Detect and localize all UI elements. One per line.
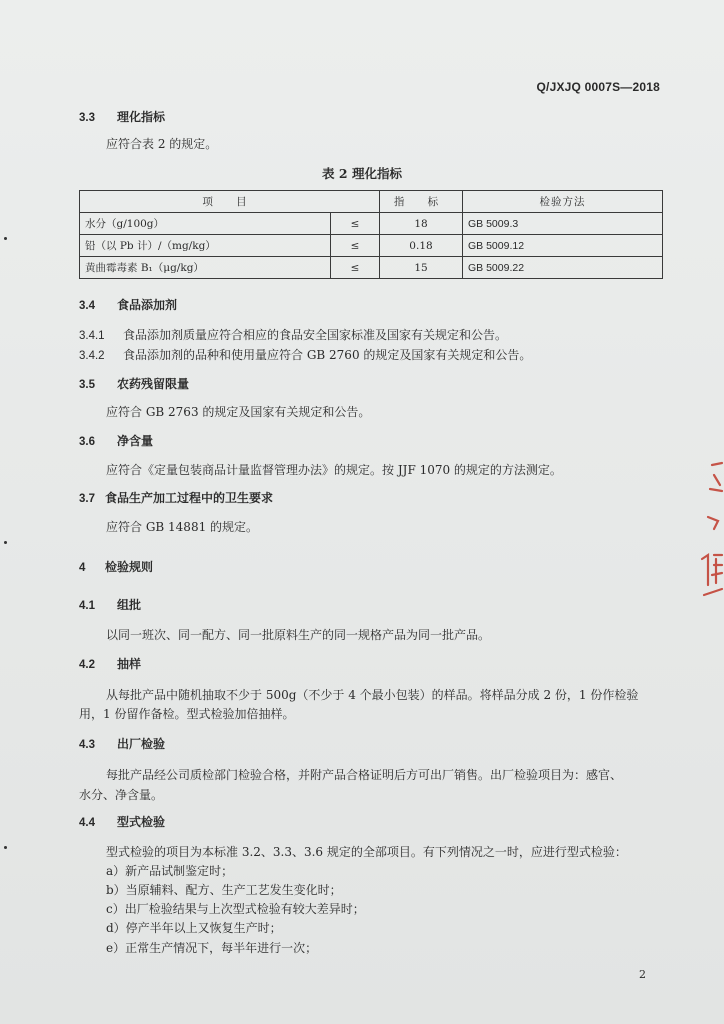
section-title: 抽样 — [117, 657, 142, 671]
section-3-5-body: 应符合 GB 2763 的规定及国家有关规定和公告。 — [106, 405, 371, 419]
section-number: 3.4.2 — [79, 350, 105, 362]
section-3-3-body: 应符合表 2 的规定。 — [106, 137, 218, 151]
section-3-6-body: 应符合《定量包装商品计量监督管理办法》的规定。按 JJF 1070 的规定的方法测定。 — [106, 463, 562, 477]
table-cell-value: 18 — [380, 213, 463, 235]
section-4-1-heading — [79, 596, 141, 613]
section-number: 4.2 — [79, 659, 95, 671]
table-header-row — [80, 191, 663, 213]
list-item: d）停产半年以上又恢复生产时； — [106, 921, 282, 935]
section-number: 4.3 — [79, 739, 95, 751]
section-3-4-1 — [79, 326, 507, 343]
section-title: 食品添加剂 — [117, 298, 178, 312]
table-cell-item: 铅（以 Pb 计）/（mg/kg） — [80, 235, 331, 257]
list-item: c）出厂检验结果与上次型式检验有较大差异时； — [106, 902, 365, 916]
section-4-4-heading — [79, 813, 165, 830]
list-item: a）新产品试制鉴定时； — [106, 864, 234, 878]
section-3-4-2 — [79, 346, 531, 363]
section-number: 3.5 — [79, 379, 95, 391]
table-row — [80, 257, 663, 279]
table-row — [80, 235, 663, 257]
section-3-7-heading — [79, 489, 273, 506]
section-body: 食品添加剂的品种和使用量应符合 GB 2760 的规定及国家有关规定和公告。 — [123, 348, 532, 362]
section-4-1-body: 以同一班次、同一配方、同一批原料生产的同一规格产品为同一批产品。 — [106, 628, 491, 642]
section-number: 4.4 — [79, 817, 95, 829]
section-body: 食品添加剂质量应符合相应的食品安全国家标准及国家有关规定和公告。 — [123, 328, 508, 342]
section-3-7-body: 应符合 GB 14881 的规定。 — [106, 520, 259, 534]
section-title: 型式检验 — [117, 815, 166, 829]
table-cell-method: GB 5009.12 — [463, 235, 663, 257]
section-title: 净含量 — [117, 434, 154, 448]
table-cell-value: 15 — [380, 257, 463, 279]
page-number: 2 — [639, 968, 646, 981]
section-title: 组批 — [117, 598, 142, 612]
section-number: 3.7 — [79, 493, 95, 505]
table-cell-item: 水分（g/100g） — [80, 213, 331, 235]
section-4-3-body-line1: 每批产品经公司质检部门检验合格，并附产品合格证明后方可出厂销售。出厂检验项目为：感官、 — [106, 768, 623, 782]
section-number: 3.4 — [79, 300, 95, 312]
scan-mark — [4, 846, 7, 849]
table-cell-method: GB 5009.22 — [463, 257, 663, 279]
section-4-3-body-line2: 水分、净含量。 — [79, 788, 164, 802]
section-title: 出厂检验 — [117, 737, 166, 751]
section-number: 3.6 — [79, 436, 95, 448]
section-title: 理化指标 — [117, 110, 166, 124]
section-4-2-body-line1: 从每批产品中随机抽取不少于 500g（不少于 4 个最小包装）的样品。将样品分成 2 份，1 份作检验 — [106, 688, 639, 702]
section-3-3-heading — [79, 108, 165, 125]
table-cell-value: 0.18 — [380, 235, 463, 257]
table-cell-operator: ≤ — [331, 213, 380, 235]
table-title: 表 2 理化指标 — [322, 166, 402, 181]
table-cell-operator: ≤ — [331, 235, 380, 257]
section-title: 食品生产加工过程中的卫生要求 — [105, 491, 274, 505]
section-4-3-heading — [79, 735, 165, 752]
section-4-4-body: 型式检验的项目为本标准 3.2、3.3、3.6 规定的全部项目。有下列情况之一时，应进行型式检验： — [106, 845, 627, 859]
section-number: 3.3 — [79, 112, 95, 124]
section-4-2-body-line2: 用，1 份留作备检。型式检验加倍抽样。 — [79, 707, 295, 721]
section-3-4-heading — [79, 296, 177, 313]
scan-mark — [4, 541, 7, 544]
section-title: 检验规则 — [105, 560, 154, 574]
document-code: Q/JXJQ 0007S—2018 — [536, 80, 660, 94]
section-number: 4.1 — [79, 600, 95, 612]
table-cell-operator: ≤ — [331, 257, 380, 279]
table-cell-item: 黄曲霉毒素 B₁（μg/kg） — [80, 257, 331, 279]
section-3-6-heading — [79, 432, 153, 449]
table-header-value: 指 标 — [380, 191, 463, 213]
table-header-method: 检验方法 — [463, 191, 663, 213]
chapter-4-heading — [79, 558, 153, 575]
spec-table — [79, 190, 663, 279]
section-title: 农药残留限量 — [117, 377, 190, 391]
section-3-5-heading — [79, 375, 189, 392]
table-header-item: 项 目 — [80, 191, 380, 213]
section-number: 4 — [79, 562, 86, 574]
red-seal-fragment — [694, 455, 724, 605]
table-row — [80, 213, 663, 235]
section-4-2-heading — [79, 655, 141, 672]
section-number: 3.4.1 — [79, 330, 105, 342]
scan-mark — [4, 237, 7, 240]
table-cell-method: GB 5009.3 — [463, 213, 663, 235]
list-item: e）正常生产情况下，每半年进行一次； — [106, 941, 318, 955]
list-item: b）当原辅料、配方、生产工艺发生变化时； — [106, 883, 342, 897]
